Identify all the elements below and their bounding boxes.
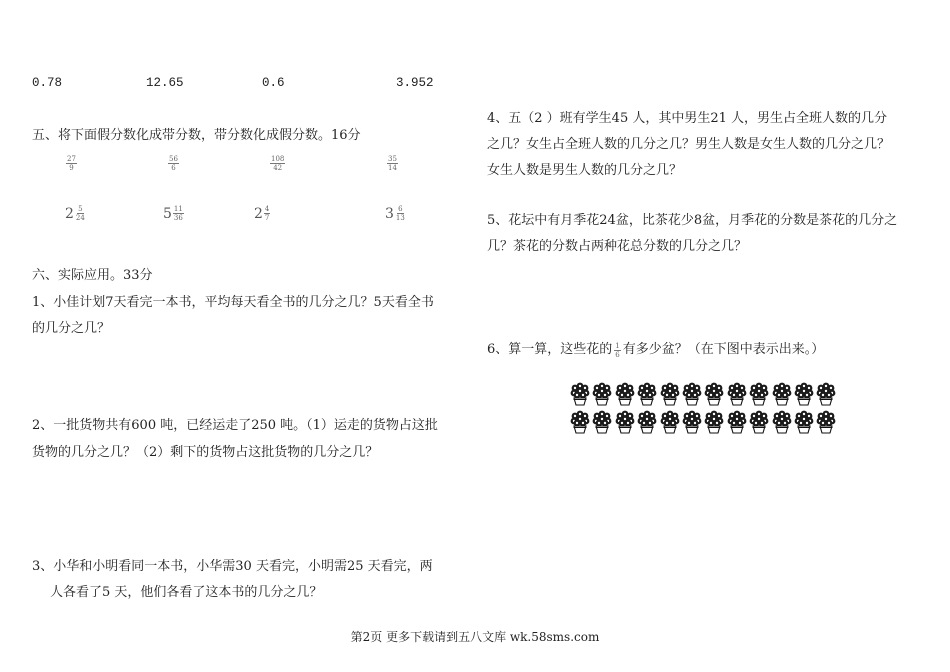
whole-part: 3	[385, 205, 394, 222]
flower-pot-icon	[570, 382, 590, 406]
question-6-text-after: 有多少盆？（在下图中表示出来。）	[622, 342, 825, 357]
flower-pot-icon	[772, 382, 792, 406]
numerator: 5	[78, 205, 83, 213]
improper-fraction-2	[168, 155, 179, 172]
flower-pot-icon	[592, 382, 612, 406]
whole-part: 5	[163, 205, 172, 222]
denominator: 42	[273, 164, 283, 172]
question-6-text-before: 6、算一算，这些花的	[487, 342, 613, 357]
numerator: 35	[388, 155, 397, 163]
flower-pot-icon	[727, 410, 747, 434]
denominator: 7	[264, 214, 270, 222]
denominator: 24	[75, 214, 85, 222]
denominator: 14	[388, 164, 397, 172]
decimal-1: 0.78	[32, 76, 63, 90]
decimal-3: 0.6	[262, 76, 285, 90]
flower-pot-icon	[637, 382, 657, 406]
question-2-line-2: 货物的几分之几？（2）剩下的货物占这批货物的几分之几？	[32, 445, 379, 460]
question-1-line-2: 的几分之几？	[32, 321, 111, 336]
flower-pot-icon	[772, 410, 792, 434]
numerator: 11	[173, 205, 183, 213]
question-5-line-1: 5、花坛中有月季花24盆，比茶花少8盆，月季花的分数是茶花的几分之	[487, 213, 898, 228]
section-6-title: 六、实际应用。33分	[32, 268, 153, 283]
improper-fraction-4	[387, 155, 398, 172]
question-3-line-1: 3、小华和小明看同一本书，小华需30 天看完，小明需25 天看完，两	[32, 559, 433, 574]
question-2-line-1: 2、一批货物共有600 吨，已经运走了250 吨。（1）运走的货物占这批	[32, 418, 438, 433]
mixed-number-1	[65, 205, 86, 222]
whole-part: 2	[254, 205, 263, 222]
question-6-fraction	[614, 342, 620, 359]
denominator: 9	[69, 164, 74, 172]
mixed-number-2	[163, 205, 184, 222]
flower-pots-grid	[570, 382, 839, 434]
flower-pot-icon	[637, 410, 657, 434]
flower-pot-icon	[749, 382, 769, 406]
mixed-number-3	[254, 205, 270, 222]
page-footer: 第2页 更多下载请到五八文库 wk.58sms.com	[350, 630, 600, 644]
flower-pot-icon	[727, 382, 747, 406]
question-1-line-1: 1、小佳计划7天看完一本书，平均每天看全书的几分之几？5天看全书	[32, 295, 434, 310]
question-3-line-2: 人各看了5 天，他们各看了这本书的几分之几？	[50, 585, 323, 600]
mixed-number-4	[385, 205, 406, 222]
question-4-line-2: 之几？女生占全班人数的几分之几？男生人数是女生人数的几分之几？	[487, 137, 891, 152]
numerator: 27	[67, 155, 76, 163]
flower-pot-icon	[794, 410, 814, 434]
improper-fraction-3	[270, 155, 285, 172]
flower-pot-icon	[660, 410, 680, 434]
question-5-line-2: 几？茶花的分数占两种花总分数的几分之几？	[487, 239, 748, 254]
denominator: 36	[173, 214, 183, 222]
numerator: 4	[264, 205, 270, 213]
numerator: 6	[398, 205, 403, 213]
numerator: 108	[271, 155, 285, 163]
section-5-title: 五、将下面假分数化成带分数，带分数化成假分数。16分	[32, 128, 361, 143]
decimal-4: 3.952	[396, 76, 434, 90]
flower-pot-icon	[592, 410, 612, 434]
numerator: 56	[169, 155, 178, 163]
flower-pot-icon	[682, 382, 702, 406]
question-4-line-1: 4、五（2 ）班有学生45 人，其中男生21 人，男生占全班人数的几分	[487, 111, 888, 126]
flower-pot-icon	[704, 382, 724, 406]
question-6	[487, 341, 824, 359]
flower-pot-icon	[704, 410, 724, 434]
denominator: 6	[615, 350, 620, 359]
question-4-line-3: 女生人数是男生人数的几分之几？	[487, 163, 683, 178]
flower-pot-icon	[816, 382, 836, 406]
flower-pot-icon	[660, 382, 680, 406]
whole-part: 2	[65, 205, 74, 222]
improper-fraction-1	[66, 155, 77, 172]
flower-pot-icon	[570, 410, 590, 434]
denominator: 13	[395, 214, 405, 222]
decimal-2: 12.65	[146, 76, 184, 90]
numerator: 1	[615, 341, 620, 350]
flower-pot-icon	[816, 410, 836, 434]
flower-pot-icon	[794, 382, 814, 406]
flower-pot-icon	[682, 410, 702, 434]
flower-pot-icon	[749, 410, 769, 434]
flower-pot-icon	[615, 382, 635, 406]
flower-pot-icon	[615, 410, 635, 434]
denominator: 6	[171, 164, 176, 172]
